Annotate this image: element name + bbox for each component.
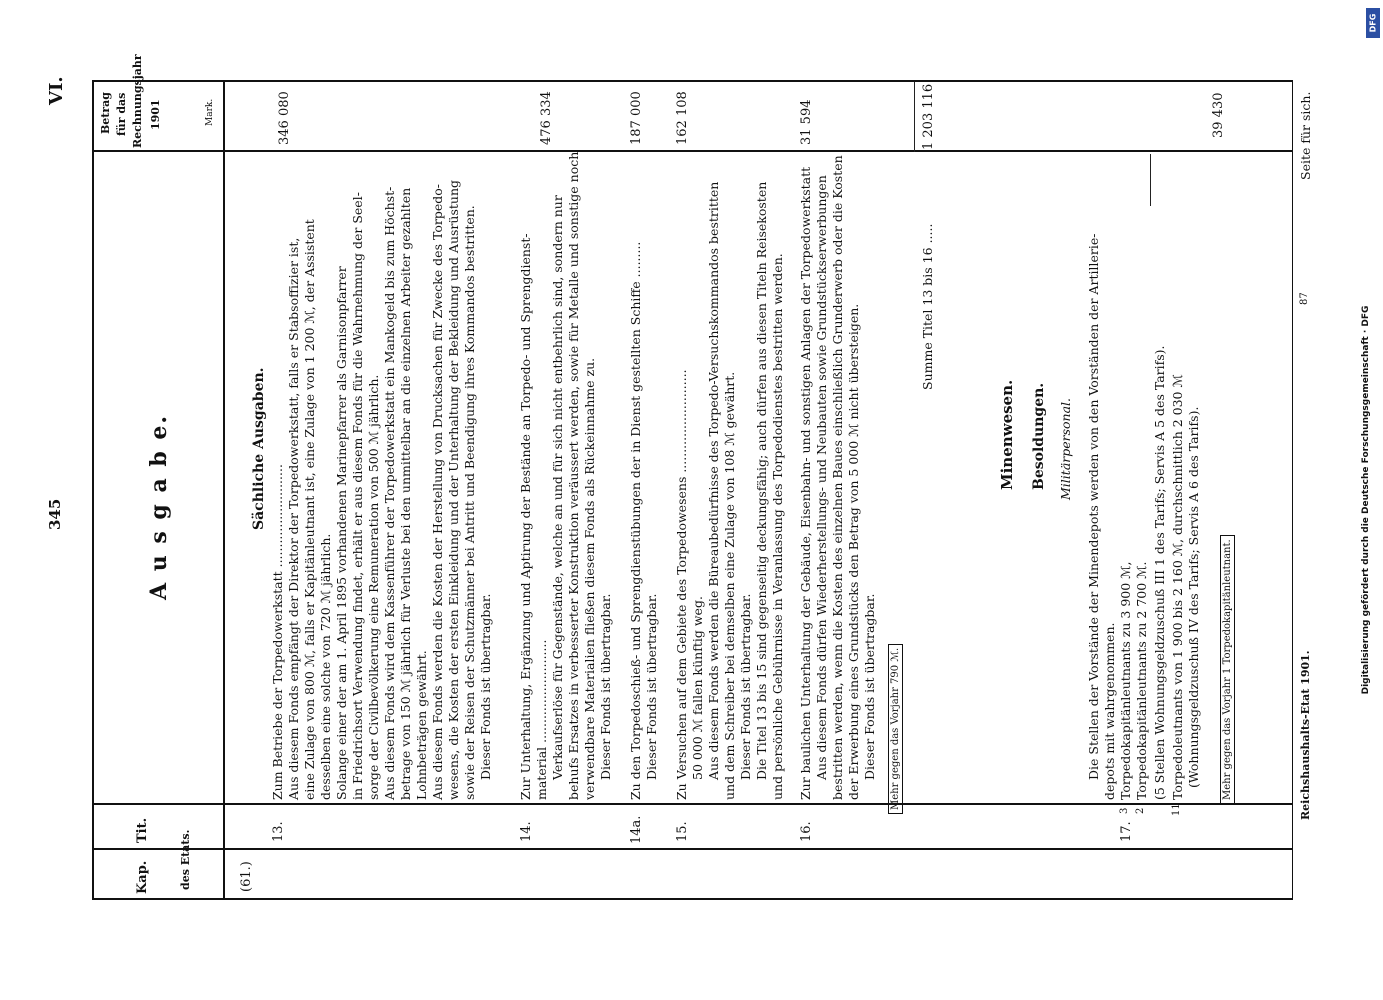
text-line: Aus diesem Fonds dürfen Wiederherstellungs- und Neubauten sowie Grundstückserwerbungen: [814, 175, 829, 780]
dfg-logo-icon: DFG: [1366, 8, 1380, 38]
section-subheading: Militärpersonal.: [1058, 397, 1073, 500]
text-line: betrage von 150 ℳ jährlich für Verluste bei den unmittelbar an die einzelnen Arbeiter gezahlten: [398, 187, 413, 800]
text-line: Aus diesem Fonds werden die Büreaubedürfnisse des Torpedo-Versuchskommandos bestritten: [706, 181, 721, 780]
text-line: Zu Versuchen auf dem Gebiete des Torpedowesens ..........................: [674, 369, 689, 800]
col-header-betrag-4: 1901: [149, 99, 162, 130]
title-number: 14.: [519, 821, 534, 842]
section-number: VI.: [46, 76, 67, 105]
amount: 476 334: [539, 91, 554, 145]
count: 3: [1119, 807, 1130, 814]
sum-label: Summe Titel 13 bis 16 .....: [920, 223, 935, 390]
title-number: 13.: [271, 821, 286, 842]
text-line: Zum Betriebe der Torpedowerkstatt ..........................: [270, 464, 285, 800]
amount: 187 000: [629, 91, 644, 145]
text-line: Zur Unterhaltung, Ergänzung und Aptirung der Bestände an Torpedo- und Sprengdienst-: [518, 233, 533, 800]
text-line: wesens, die Kosten der ersten Einkleidung und der Unterhaltung der Bekleidung und Ausrüstung: [446, 180, 461, 800]
col-header-tit: Tit.: [135, 817, 150, 843]
mehr-note: Mehr gegen das Vorjahr 790 ℳ.: [888, 644, 903, 814]
text-line: Aus diesem Fonds empfängt der Direktor der Torpedowerkstatt, falls er Stabsoffizier ist,: [286, 237, 301, 800]
text-line: Torpedokapitänleutnants zu 3 900 ℳ,: [1118, 561, 1133, 800]
text-line: material ..........................: [534, 639, 549, 800]
footer-page: 87: [1299, 292, 1310, 305]
text-line: Aus diesem Fonds werden die Kosten der Herstellung von Drucksachen für Zwecke des Torpedo-: [430, 184, 445, 800]
text-line: Die Titel 13 bis 15 sind gegenseitig deckungsfähig; auch dürfen aus diesen Titeln Reisekosten: [754, 181, 769, 780]
text-line: in Friedrichsort Verwendung findet, erhält er aus diesem Fonds für die Wahrnehmung der Seel-: [350, 192, 365, 800]
section-heading: Minenwesen.: [998, 379, 1016, 490]
footer-right: Seite für sich.: [1298, 91, 1313, 180]
count: 11: [1171, 803, 1182, 816]
page-title: A u s g a b e.: [146, 413, 172, 600]
text-line: Dieser Fonds ist übertragbar.: [478, 593, 493, 780]
text-line: Dieser Fonds ist übertragbar.: [644, 593, 659, 780]
text-line: und dem Schreiber bei demselben eine Zulage von 108 ℳ gewährt.: [722, 371, 737, 800]
section-subheading: Besoldungen.: [1031, 382, 1047, 490]
kapitel-number: (61.): [239, 861, 254, 892]
text-line: verwendbare Materialien fließen diesem Fonds als Rückeinnahme zu.: [582, 357, 597, 800]
col-header-etats: des Etats.: [179, 829, 192, 890]
text-line: bestritten werden, wenn die Kosten des einzelnen Baues einschließlich Grunderwerb oder die Kosten: [830, 155, 845, 800]
text-line: 50 000 ℳ fallen künftig weg.: [690, 596, 705, 780]
text-line: eine Zulage von 800 ℳ, falls er Kapitänleutnant ist, eine Zulage von 1 200 ℳ, der Assistent: [302, 219, 317, 800]
amount: 162 108: [675, 91, 690, 145]
text-line: der Erwerbung eines Grundstücks den Betrag von 5 000 ℳ nicht übersteigen.: [846, 303, 861, 800]
text-line: sorge der Civilbevölkerung eine Remuneration von 500 ℳ jährlich.: [366, 374, 381, 800]
title-number: 14a.: [629, 815, 644, 844]
text-line: Torpedoleutnants von 1 900 bis 2 160 ℳ, durchschnittlich 2 030 ℳ: [1170, 374, 1185, 800]
digitization-note: Digitalisierung gefördert durch die Deutsche Forschungsgemeinschaft · DFG: [1361, 305, 1371, 695]
footer-left: Reichshaushalts-Etat 1901.: [1299, 650, 1312, 820]
sum-amount: 1 203 116: [921, 83, 936, 150]
count: 2: [1135, 807, 1146, 814]
col-header-betrag-3: Rechnungsjahr: [131, 54, 144, 148]
col-header-mark: Mark.: [205, 98, 215, 126]
title-number: 16.: [799, 821, 814, 842]
text-line: Zu den Torpedoschieß- und Sprengdienstübungen der in Dienst gestellten Schiffe .........: [628, 241, 643, 800]
amount: 39 430: [1211, 92, 1226, 138]
text-line: depots mit wahrgenommen.: [1102, 622, 1117, 800]
title-number: 15.: [675, 821, 690, 842]
page-number: 345: [46, 498, 64, 530]
text-line: Lohnbeträgen gewährt.: [414, 650, 429, 800]
text-line: Aus diesem Fonds wird dem Kassenführer der Torpedowerkstatt ein Mankogeld bis zum Höchst-: [382, 186, 397, 800]
text-line: Die Stellen der Vorstände der Minendepots werden von den Vorständen der Artillerie-: [1086, 233, 1101, 780]
col-header-betrag-2: für das: [115, 92, 128, 136]
col-header-betrag-1: Betrag: [99, 92, 112, 134]
text-line: Dieser Fonds ist übertragbar.: [862, 593, 877, 780]
text-line: desselben eine solche von 720 ℳ jährlich.: [318, 533, 333, 800]
text-line: sowie der Reisen der Schutzmänner bei Antritt und Beendigung ihres Kommandos bestritten.: [462, 205, 477, 800]
text-line: und persönliche Gebührnisse in Veranlassung des Torpedodienstes bestritten werden.: [770, 253, 785, 800]
amount: 31 594: [799, 99, 814, 145]
title-number: 17.: [1119, 821, 1134, 842]
text-line: behufs Ersatzes in verbesserter Konstruktion veräussert werden, sowie für Metalle und sonstige noch: [566, 151, 581, 800]
text-line: Dieser Fonds ist übertragbar.: [598, 593, 613, 780]
text-line: Zur baulichen Unterhaltung der Gebäude, Eisenbahn- und sonstigen Anlagen der Torpedowerkstatt: [798, 166, 813, 800]
section-heading: Sächliche Ausgaben.: [251, 367, 267, 530]
amount: 346 080: [277, 91, 292, 145]
text-line: Torpedokapitänleutnants zu 2 700 ℳ.: [1134, 561, 1149, 800]
text-line: (Wohnungsgeldzuschuß IV des Tarifs; Servis A 6 des Tarifs).: [1186, 406, 1201, 788]
text-line: Solange einer der am 1. April 1895 vorhandenen Marinepfarrer als Garnisonpfarrer: [334, 266, 349, 800]
mehr-note: Mehr gegen das Vorjahr 1 Torpedokapitänleutnant.: [1220, 535, 1235, 804]
col-header-kap: Kap.: [135, 860, 150, 894]
text-line: Dieser Fonds ist übertragbar.: [738, 593, 753, 780]
text-line: (5 Stellen Wohnungsgeldzuschuß III 1 des Tarifs; Servis A 5 des Tarifs).: [1152, 345, 1167, 800]
text-line: Verkaufserlöse für Gegenstände, welche an und für sich nicht entbehrlich sind, sondern nur: [550, 195, 565, 780]
